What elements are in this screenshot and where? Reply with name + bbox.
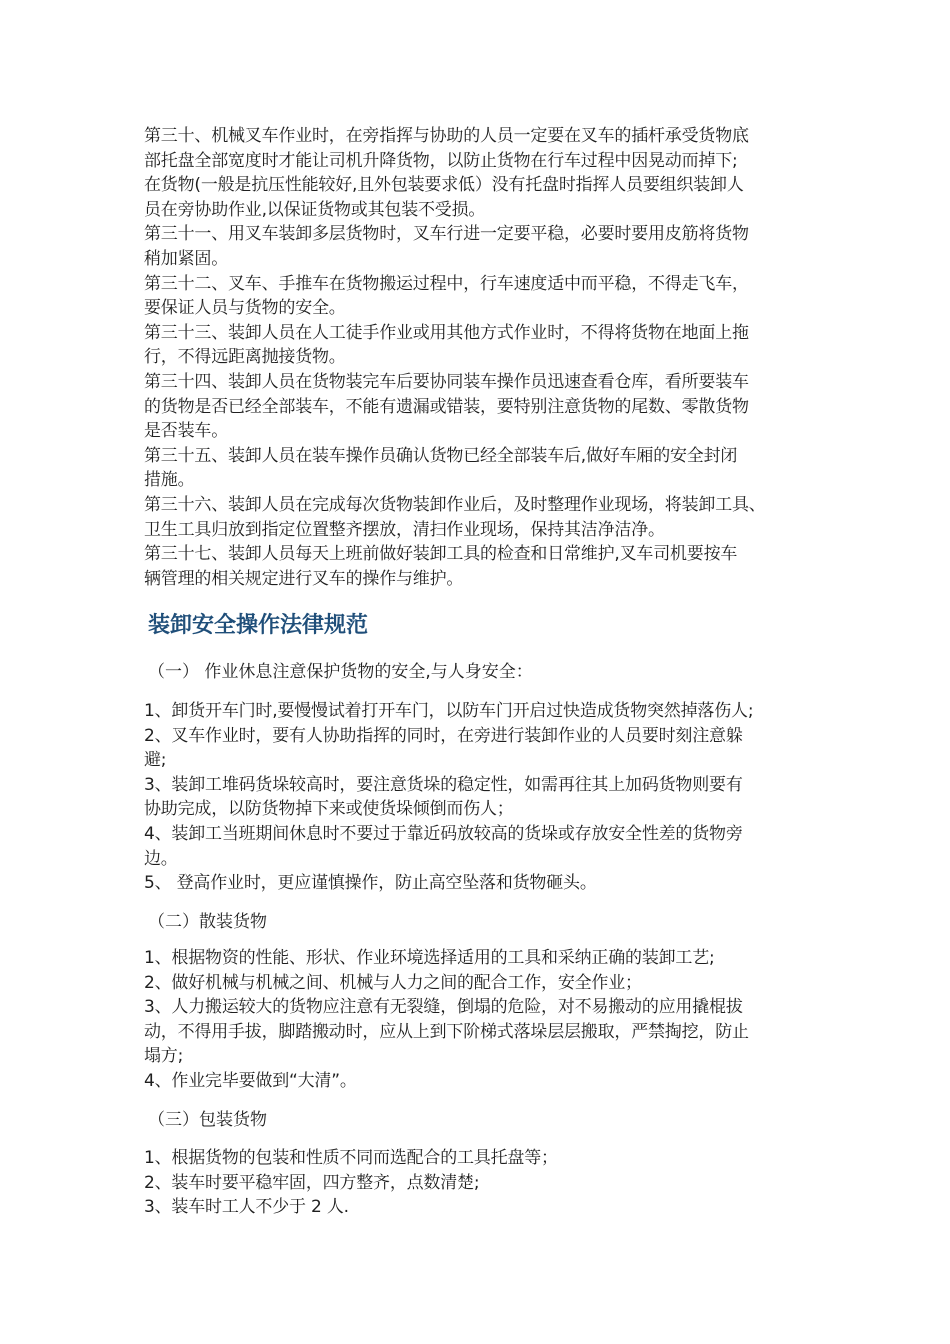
subsection-heading-1: （一） 作业休息注意保护货物的安全,与人身安全： — [148, 662, 533, 682]
text-line: 要保证人员与货物的安全。 — [144, 298, 346, 319]
subsection-heading-2: （二）散装货物 — [148, 912, 267, 932]
text-line: 稍加紧固。 — [144, 248, 228, 269]
article-list — [144, 124, 820, 591]
text-line: 在货物(一般是抗压性能较好,且外包装要求低）没有托盘时指挥人员要组织装卸人 — [144, 175, 744, 196]
list-item: 3、人力搬运较大的货物应注意有无裂缝，倒塌的危险，对不易搬动的应用撬棍拔 — [144, 997, 743, 1018]
list-item: 1、卸货开车门时,要慢慢试着打开车门，以防车门开启过快造成货物突然掉落伤人; — [144, 701, 754, 721]
list-item: 1、根据货物的包装和性质不同而选配合的工具托盘等； — [144, 1148, 558, 1168]
text-line: 部托盘全部宽度时才能让司机升降货物，以防止货物在行车过程中因晃动而掉下; — [144, 150, 738, 171]
text-line: 第三十七、装卸人员每天上班前做好装卸工具的检查和日常维护,叉车司机要按车 — [144, 544, 738, 565]
list-item: 2、装车时要平稳牢固，四方整齐，点数清楚; — [144, 1172, 480, 1193]
text-line: 第三十五、装卸人员在装车操作员确认货物已经全部装车后,做好车厢的安全封闭 — [144, 445, 738, 466]
text-line: 第三十一、用叉车装卸多层货物时，叉车行进一定要平稳，必要时要用皮筋将货物 — [144, 224, 749, 245]
text-line: 员在旁协助作业,以保证货物或其包装不受损。 — [144, 199, 486, 220]
text-line: 第三十三、装卸人员在人工徒手作业或用其他方式作业时，不得将货物在地面上拖 — [144, 322, 749, 343]
text-line: 第三十、机械叉车作业时，在旁指挥与协助的人员一定要在叉车的插杆承受货物底 — [144, 126, 749, 146]
list-item: 4、作业完毕要做到“大清”。 — [144, 1070, 357, 1091]
text-line: 行，不得远距离抛接货物。 — [144, 347, 346, 368]
list-item: 3、装卸工堆码货垛较高时，要注意货垛的稳定性，如需再往其上加码货物则要有 — [144, 774, 743, 795]
text-line: 措施。 — [144, 470, 195, 491]
section-heading: 装卸安全操作法律规范 — [148, 613, 369, 638]
list-item: 协助完成，以防货物掉下来或使货垛倾倒而伤人； — [144, 799, 514, 820]
list-item: 2、叉车作业时，要有人协助指挥的同时，在旁进行装卸作业的人员要时刻注意躲 — [144, 725, 743, 746]
text-line: 第三十二、叉车、手推车在货物搬运过程中，行车速度适中而平稳，不得走飞车， — [144, 273, 749, 294]
list-item: 避; — [144, 750, 167, 771]
text-line: 第三十四、装卸人员在货物装完车后要协同装车操作员迅速查看仓库，看所要装车 — [144, 371, 749, 392]
subsection-heading-3: （三）包装货物 — [148, 1110, 267, 1130]
list-item: 2、做好机械与机械之间、机械与人力之间的配合工作，安全作业； — [144, 972, 642, 993]
text-line: 辆管理的相关规定进行叉车的操作与维护。 — [144, 568, 464, 589]
subsection-3-list — [144, 1146, 558, 1220]
list-item: 边。 — [144, 848, 178, 869]
list-item: 1、根据物资的性能、形状、作业环境选择适用的工具和采纳正确的装卸工艺; — [144, 948, 715, 968]
subsection-2-list — [144, 946, 749, 1094]
text-line: 是否装车。 — [144, 421, 228, 442]
subsection-1-list — [144, 699, 753, 896]
text-line: 的货物是否已经全部装车，不能有遗漏或错装，要特别注意货物的尾数、零散货物 — [144, 396, 749, 417]
text-line: 卫生工具归放到指定位置整齐摆放，清扫作业现场，保持其洁净洁净。 — [144, 519, 665, 540]
list-item: 5、 登高作业时，更应谨慎操作，防止高空坠落和货物砸头。 — [144, 873, 597, 894]
list-item: 3、装车时工人不少于 2 人. — [144, 1197, 349, 1218]
list-item: 动，不得用手拔，脚踏搬动时，应从上到下阶梯式落垛层层搬取，严禁掏挖，防止 — [144, 1021, 749, 1042]
text-line: 第三十六、装卸人员在完成每次货物装卸作业后，及时整理作业现场，将装卸工具、 — [144, 494, 766, 515]
list-item: 4、装卸工当班期间休息时不要过于靠近码放较高的货垛或存放安全性差的货物旁 — [144, 823, 743, 844]
list-item: 塌方; — [144, 1046, 184, 1067]
